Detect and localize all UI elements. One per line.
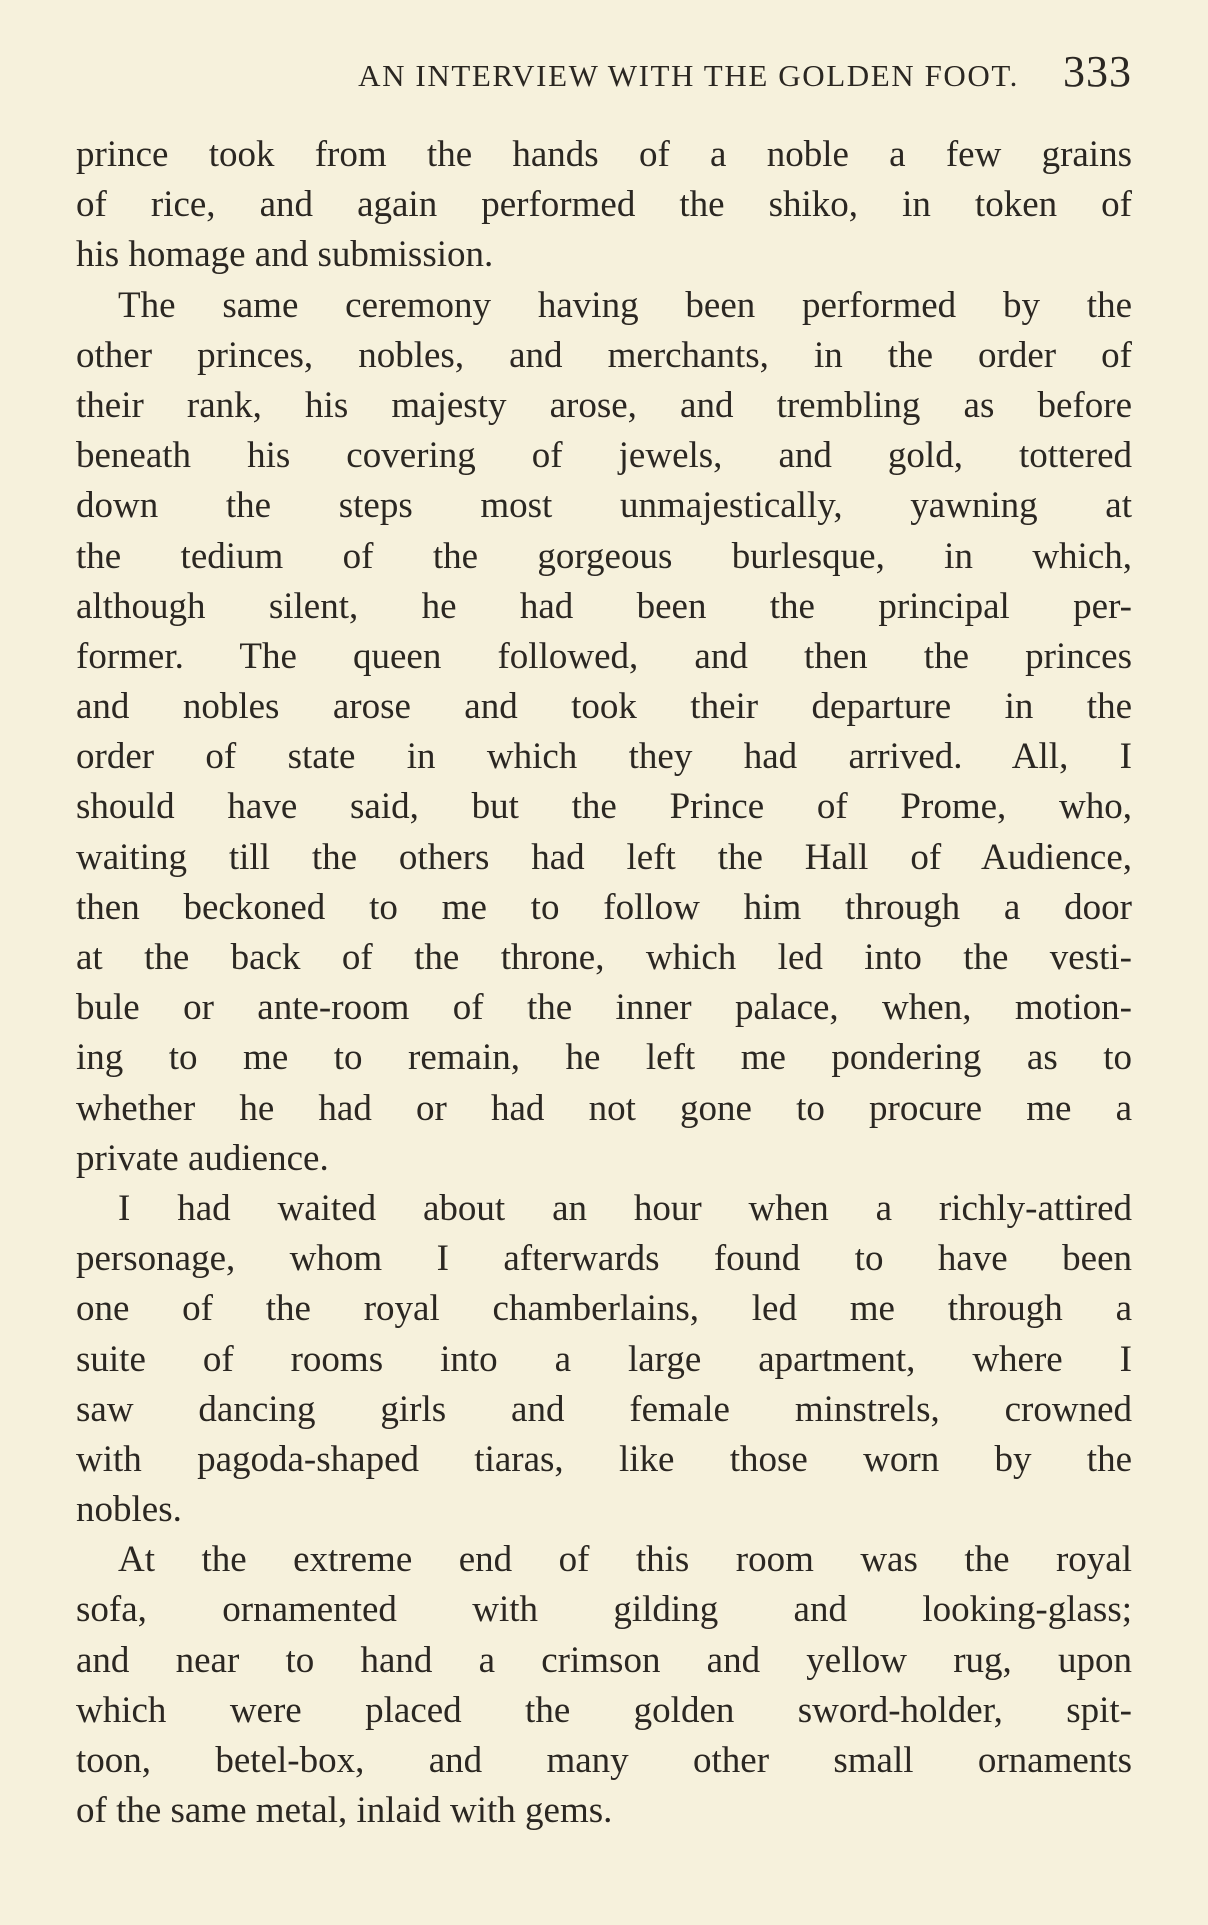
text-line: of the same metal, inlaid with gems. [76,1790,613,1832]
text-line: with pagoda-shaped tiaras, like those worn by the [76,1438,1132,1480]
text-line: ing to me to remain, he left me pondering as to [76,1037,1132,1079]
text-line: The same ceremony having been performed by the [118,284,1132,326]
text-line: beneath his covering of jewels, and gold, tottered [76,435,1132,477]
paragraph [76,1535,1132,1836]
running-head-title: AN INTERVIEW WITH THE GOLDEN FOOT. [358,58,1019,93]
text-line: whether he had or had not gone to procure me a [76,1087,1132,1129]
text-line: personage, whom I afterwards found to have been [76,1238,1132,1280]
text-line: and nobles arose and took their departure in the [76,686,1132,728]
text-line: bule or ante-room of the inner palace, when, motion- [76,987,1132,1029]
text-line: saw dancing girls and female minstrels, crowned [76,1388,1132,1430]
text-line: their rank, his majesty arose, and trembling as before [76,384,1132,426]
text-line: sofa, ornamented with gilding and looking-glass; [76,1589,1132,1631]
text-line: and near to hand a crimson and yellow rug, upon [76,1639,1132,1681]
text-line: other princes, nobles, and merchants, in the order of [76,334,1132,376]
text-line: the tedium of the gorgeous burlesque, in which, [76,535,1132,577]
text-line: down the steps most unmajestically, yawning at [76,485,1132,527]
text-line: his homage and submission. [76,234,494,276]
text-line: at the back of the throne, which led into the vesti- [76,937,1132,978]
text-line: although silent, he had been the principal per- [76,585,1132,627]
text-line: order of state in which they had arrived. All, I [76,736,1132,778]
body-text [76,130,1132,1836]
text-line: which were placed the golden sword-holder, spit- [76,1689,1132,1731]
text-line: then beckoned to me to follow him through a door [76,886,1132,928]
page-number: 333 [1063,47,1132,96]
text-line: of rice, and again performed the shiko, in token of [76,184,1132,226]
text-line: suite of rooms into a large apartment, where I [76,1338,1132,1380]
text-line: private audience. [76,1137,329,1179]
text-line: nobles. [76,1489,182,1531]
text-line: At the extreme end of this room was the royal [118,1539,1132,1581]
text-line: prince took from the hands of a noble a few grains [76,134,1132,175]
paragraph [76,130,1132,281]
text-line: should have said, but the Prince of Prome, who, [76,786,1132,828]
running-head [76,46,1132,106]
text-line: waiting till the others had left the Hall of Audience, [76,836,1132,878]
text-line: I had waited about an hour when a richly-attired [118,1187,1132,1229]
text-line: one of the royal chamberlains, led me through a [76,1288,1132,1330]
paragraph [76,281,1132,1184]
text-line: toon, betel-box, and many other small ornaments [76,1740,1132,1781]
paragraph [76,1184,1132,1535]
text-line: former. The queen followed, and then the princes [76,635,1132,677]
